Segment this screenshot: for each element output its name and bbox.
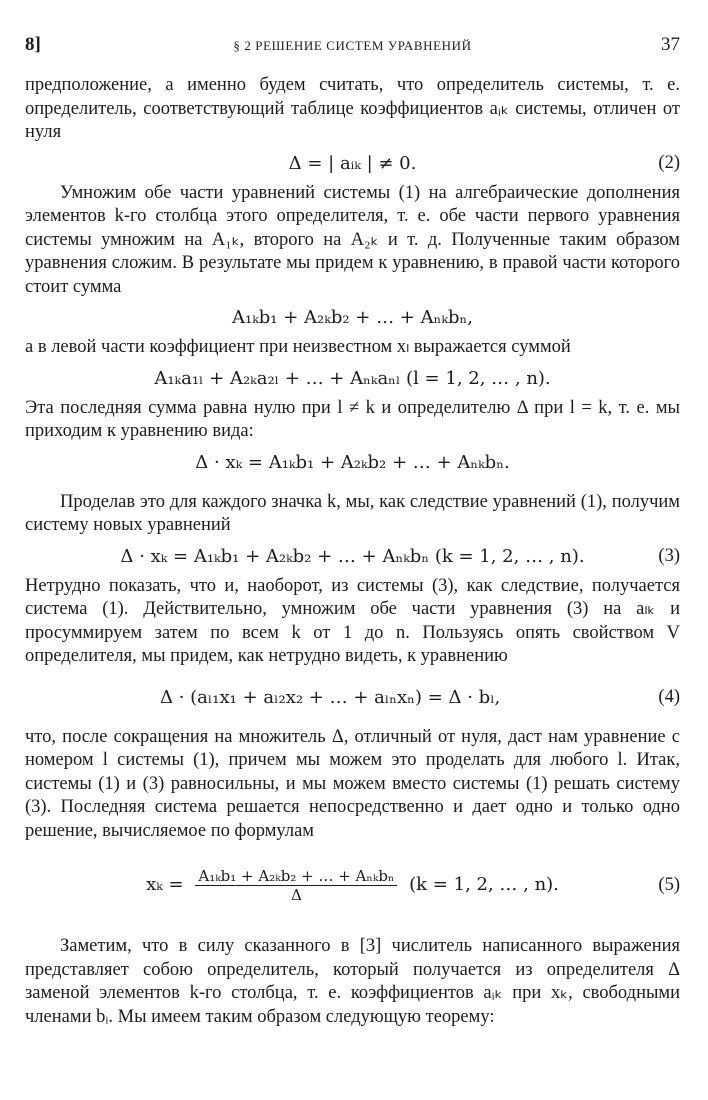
paragraph-multiply: Умножим обе части уравнений системы (1) на алгебраические дополнения элементов k-го столбца этого определителя, т. е. обе части первого уравнения системы умножим на A₁ₖ, второго на A₂ₖ и т. д. Полученные таким образом уравнения сложим. В результате мы придем к уравнению, в правой части которого стоит сумма [25,182,680,297]
equation-5-condition: (k = 1, 2, … , n). [409,874,559,895]
equation-2 [25,145,680,182]
equation-4-number: (4) [658,686,680,707]
equation-5-fraction [195,867,397,904]
equation-5-number: (5) [658,875,680,895]
equation-3-formula: Δ · xₖ = A₁ₖb₁ + A₂ₖb₂ + … + Aₙₖbₙ (k = 1, 2, … , n). [120,545,585,567]
paragraph-equivalence: что, после сокращения на множитель Δ, отличный от нуля, даст нам уравнение с номером l системы (1), причем мы можем это проделать для любого l. Итак, системы (1) и (3) равносильны, и мы можем вместо системы (1) решать систему (3). Последняя система решается непосредственно и дает одно и только одно решение, вычисляемое по формулам [25,726,680,841]
equation-single-formula: Δ · xₖ = A₁ₖb₁ + A₂ₖb₂ + … + Aₙₖbₙ. [195,451,510,473]
equation-5-numerator: A₁ₖb₁ + A₂ₖb₂ + … + Aₙₖbₙ [195,867,397,886]
running-header [25,34,680,60]
page-body [25,74,680,1029]
equation-coefficient [25,360,680,397]
equation-coefficient-formula: A₁ₖa₁ₗ + A₂ₖa₂ₗ + … + Aₙₖaₙₗ (l = 1, 2, … , n). [154,367,551,389]
paragraph-left-side: а в левой части коэффициент при неизвестном xₗ выражается суммой [25,337,571,357]
equation-2-formula: Δ = | aᵢₖ | ≠ 0. [288,152,417,174]
paragraph-theorem-intro: Заметим, что в силу сказанного в [3] числитель написанного выражения представляет собою определитель, который получается из определителя Δ заменой элементов k-го столбца, т. е. коэффициентов aᵢₖ при xₖ, свободными членами bᵢ. Мы имеем таким образом следующую теорему: [25,936,680,1027]
equation-sum-formula: A₁ₖb₁ + A₂ₖb₂ + … + Aₙₖbₙ, [232,307,473,328]
equation-5 [25,859,680,911]
paragraph-zero-sum: Эта последняя сумма равна нулю при l ≠ k и определителю Δ при l = k, т. е. мы приходим к уравнению вида: [25,397,680,441]
equation-3 [25,538,680,575]
equation-3-number: (3) [658,545,680,566]
equation-5-denominator: Δ [290,885,302,904]
equation-sum [25,299,680,336]
page-number: 37 [661,34,680,55]
equation-5-formula [146,859,559,911]
equation-single [25,444,680,481]
paragraph-converse: Нетрудно показать, что и, наоборот, из системы (3), как следствие, получается система (1). Действительно, умножим обе части уравнения (3) на aₗₖ и просуммируем затем по всем k от 1 до n. Пользуясь опять свойством V определителя, мы придем, как нетрудно видеть, к уравнению [25,575,680,666]
equation-4 [25,679,680,716]
equation-2-number: (2) [658,152,680,173]
equation-5-lhs: xₖ = [146,874,184,895]
running-title: § 2 РЕШЕНИЕ СИСТЕМ УРАВНЕНИЙ [233,38,472,53]
equation-4-formula: Δ · (aₗ₁x₁ + aₗ₂x₂ + … + aₗₙxₙ) = Δ · bₗ, [160,686,501,708]
paragraph-new-system: Проделав это для каждого значка k, мы, как следствие уравнений (1), получим систему новых уравнений [25,491,680,535]
paragraph-assumption: предположение, а именно будем считать, что определитель системы, т. е. определитель, соответствующий таблице коэффициентов aᵢₖ системы, отличен от нуля [25,75,680,142]
section-reference: 8] [25,34,41,55]
